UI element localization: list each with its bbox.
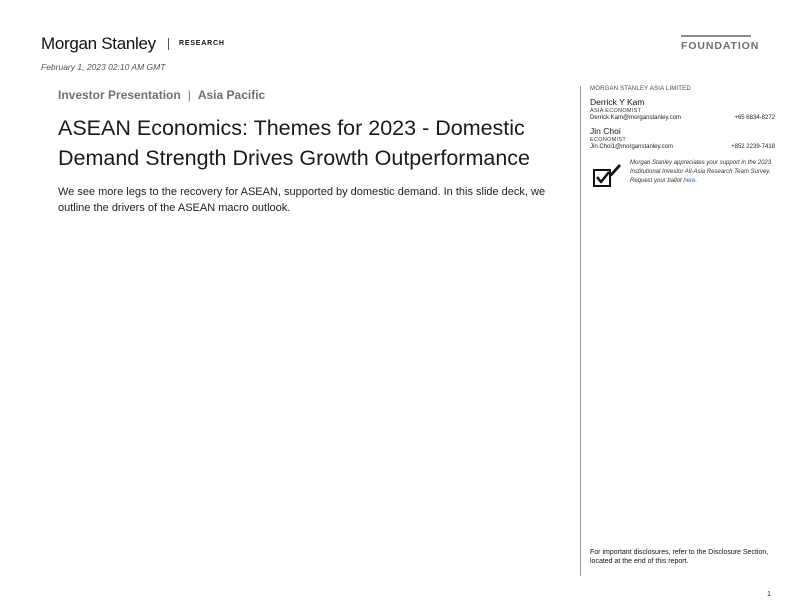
morgan-stanley-logo: Morgan Stanley <box>41 34 156 53</box>
disclosure-note: For important disclosures, refer to the Disclosure Section, located at the end of this report. <box>590 549 769 565</box>
report-summary: We see more legs to the recovery for ASEAN, supported by domestic demand. In this slide deck, we outline the drivers of the ASEAN macro outlook. <box>58 186 546 214</box>
logo-divider <box>168 38 169 50</box>
analyst-phone: +65 6834-8272 <box>734 115 775 121</box>
foundation-label: FOUNDATION <box>681 40 760 52</box>
report-subheading <box>58 88 265 102</box>
analyst-name: Jin Choi <box>590 126 621 136</box>
page-number: 1 <box>767 591 771 598</box>
checkbox-pen-icon <box>592 161 622 191</box>
analyst-role: ASIA ECONOMIST <box>590 108 642 114</box>
ballot-message-end: . <box>695 178 698 184</box>
publication-date: February 1, 2023 02:10 AM GMT <box>41 62 166 72</box>
analyst-name: Derrick Y Kam <box>590 97 645 107</box>
entity-name: MORGAN STANLEY ASIA LIMITED <box>590 86 691 92</box>
report-region: Asia Pacific <box>197 88 266 102</box>
subheading-separator: | <box>187 88 191 102</box>
ballot-link[interactable]: here <box>683 178 696 184</box>
analyst-email[interactable]: Derrick.Kam@morganstanley.com <box>590 115 682 121</box>
foundation-bar <box>681 35 751 37</box>
ballot-message-text: Morgan Stanley appreciates your support in the 2023 Institutional Investor All-Asia Research Team Survey. Request your ballot <box>630 160 772 184</box>
ballot-message <box>630 159 778 186</box>
report-title: ASEAN Economics: Themes for 2023 - Domestic Demand Strength Drives Growth Outperformance <box>58 116 531 170</box>
column-divider <box>580 86 581 576</box>
analyst-role: ECONOMIST <box>590 137 627 143</box>
analyst-email[interactable]: Jin.Choi1@morganstanley.com <box>590 144 674 150</box>
research-label: RESEARCH <box>179 40 225 47</box>
analyst-phone: +852 2239-7418 <box>731 144 775 150</box>
report-type: Investor Presentation <box>58 88 181 102</box>
